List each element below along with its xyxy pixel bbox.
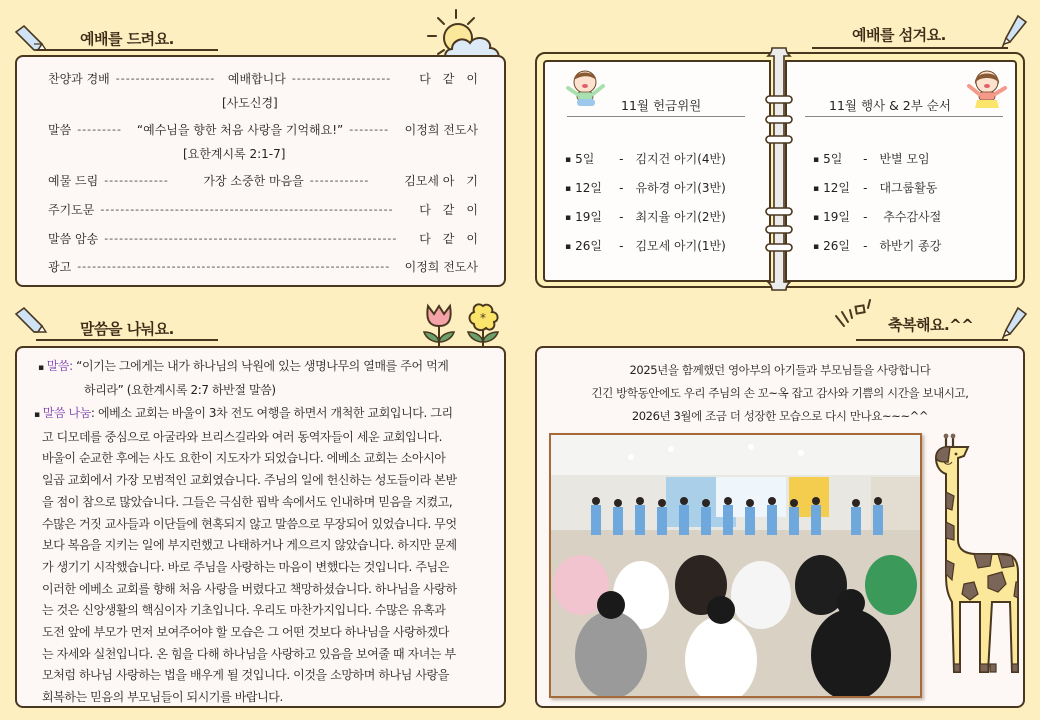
order-dashes: --------------------------------------------------------------- bbox=[77, 260, 391, 273]
order-dashes: ------------ bbox=[309, 174, 370, 187]
order-label: 광고 bbox=[48, 260, 72, 274]
blessing-line: 긴긴 방학동안에도 우리 주님의 손 꼬~옥 잡고 감사와 기쁨의 시간을 보내시고, bbox=[591, 386, 969, 400]
sparkle-lines-icon bbox=[832, 296, 882, 332]
order-row-sermon bbox=[48, 121, 478, 138]
offering-item: ▪ 12일 - 유하경 아기(3반) bbox=[565, 181, 726, 195]
order-dashes: ----------------------------------------------------------- bbox=[104, 232, 398, 245]
order-dashes: -------- bbox=[349, 123, 390, 136]
order-label: 예물 드림 bbox=[48, 174, 99, 188]
order-middle: 가장 소중한 마음을 bbox=[203, 174, 304, 188]
order-row-announcements bbox=[48, 258, 478, 275]
order-row-offering bbox=[48, 172, 478, 189]
notebook-page-left bbox=[543, 60, 771, 282]
order-label: 찬양과 경배 bbox=[48, 72, 110, 86]
photo-illustration bbox=[551, 435, 922, 698]
word-title-underline bbox=[36, 339, 218, 341]
offering-committee-heading: 11월 헌금위원 bbox=[621, 98, 702, 113]
heading-divider bbox=[805, 116, 1003, 117]
order-dashes: ----------------------------------------------------------- bbox=[100, 203, 394, 216]
pencil-icon bbox=[996, 306, 1030, 342]
notebook-page-right bbox=[785, 60, 1017, 282]
order-leader: 다 같 이 bbox=[419, 232, 478, 246]
order-leader: 김모세 아 기 bbox=[404, 174, 478, 188]
event-item: ▪ 12일 - 대그룹활동 bbox=[813, 181, 938, 195]
order-leader: 다 같 이 bbox=[419, 72, 478, 86]
svg-text:*: * bbox=[480, 311, 486, 325]
event-item: ▪ 19일 - 추수감사절 bbox=[813, 210, 942, 224]
pencil-icon bbox=[12, 24, 48, 52]
tulip-icon bbox=[420, 302, 458, 346]
worship-title-underline bbox=[36, 49, 218, 51]
order-label: 말씀 bbox=[48, 123, 72, 137]
verse-label: 말씀: bbox=[46, 359, 73, 373]
order-sub-scripture: [요한계시록 2:1-7] bbox=[183, 147, 286, 161]
order-leader: 이정희 전도사 bbox=[404, 123, 479, 137]
serving-title-underline bbox=[812, 47, 1008, 49]
order-leader: 다 같 이 bbox=[419, 203, 478, 217]
girl-illustration-icon bbox=[963, 68, 1011, 112]
word-section-title: 말씀을 나눠요. bbox=[80, 320, 174, 338]
serving-notebook bbox=[535, 52, 1025, 288]
group-photo bbox=[549, 433, 922, 698]
offering-item: ▪ 19일 - 최지율 아기(2반) bbox=[565, 210, 726, 224]
order-label: 주기도문 bbox=[48, 203, 95, 217]
blessing-section-title: 축복해요.^^ bbox=[888, 316, 974, 334]
pencil-icon bbox=[12, 306, 48, 334]
verse-text: “이기는 그에게는 내가 하나님의 낙원에 있는 생명나무의 열매를 주어 먹게 bbox=[76, 359, 449, 373]
order-label: 말씀 암송 bbox=[48, 232, 99, 246]
order-leader: 이정희 전도사 bbox=[404, 260, 478, 274]
order-dashes: -------------------- bbox=[291, 72, 392, 85]
verse-text-2: 하리라” (요한계시록 2:7 하반절 말씀) bbox=[84, 382, 276, 397]
worship-order-panel bbox=[15, 55, 506, 287]
pencil-icon bbox=[996, 14, 1030, 50]
blessing-title-underline bbox=[856, 339, 1008, 341]
verse-paragraph: ▪ 말씀: “이기는 그에게는 내가 하나님의 낙원에 있는 생명나무의 열매를 주어 먹게 하리라” (요한계시록 2:7 하반절 말씀) bbox=[38, 359, 449, 397]
order-row-recitation bbox=[48, 230, 478, 247]
order-row-lords-prayer bbox=[48, 201, 478, 218]
worship-section-title: 예배를 드려요. bbox=[80, 30, 174, 48]
blessing-line: 2025년을 함께했던 영아부의 아기들과 부모님들을 사랑합니다 bbox=[629, 363, 931, 377]
serving-section-title: 예배를 섬겨요. bbox=[852, 26, 946, 44]
order-row-praise bbox=[48, 70, 478, 87]
offering-item: ▪ 26일 - 김모세 아기(1반) bbox=[565, 239, 726, 253]
order-sub-creed: [사도신경] bbox=[222, 96, 278, 110]
order-dashes: --------- bbox=[77, 123, 122, 136]
order-middle: “예수님을 향한 처음 사랑을 기억해요!” bbox=[136, 123, 344, 137]
heading-divider bbox=[567, 116, 745, 117]
giraffe-illustration-icon bbox=[932, 432, 1028, 694]
order-dashes: -------------------- bbox=[115, 72, 216, 85]
sharing-label: 말씀 나눔 bbox=[42, 406, 91, 420]
events-heading: 11월 행사 & 2부 순서 bbox=[829, 98, 951, 113]
order-dashes: ------------- bbox=[104, 174, 169, 187]
event-item: ▪ 26일 - 하반기 종강 bbox=[813, 239, 942, 253]
blessing-line: 2026년 3월에 조금 더 성장한 모습으로 다시 만나요~~~^^ bbox=[631, 409, 929, 423]
offering-item: ▪ 5일 - 김지건 아기(4반) bbox=[565, 152, 726, 166]
order-middle: 예배합니다 bbox=[227, 72, 286, 86]
binder-rings-icon bbox=[762, 44, 796, 294]
yellow-flower-icon bbox=[464, 302, 502, 346]
sharing-paragraph: ▪ 말씀 나눔: 에베소 교회는 바울이 3차 전도 여행을 하면서 개척한 교회입니다. 그리 고 디모데를 중심으로 아굴라와 브리스길라와 여러 동역자들이 세운 교회입니다. 바울이 순교한 후에는 사도 요한이 지도자가 되었습니다. 에베소 교회는 소아시아 일곱 교회에서 가장 모범적인 교회였습니다. 주님의 일에 헌신하는 성도들이라 본받 을 점이 참으로 많았습니다. 그들은 극심한 핍박 속에서도 인내하며 믿음을 지켰고, 수많은 거짓 교사들과 이단들에 현혹되지 않고 말씀으로 무장되어 있었습니다. 무엇 보다 복음을 지키는 일에 부지런했고 나태하거나 게으르지 않았습니다. 하지만 문제 가 생기기 시작했습니다. 바로 주님을 사랑하는 마음이 변했다는 것입니다. 주님은 이러한 에베소 교회를 향해 처음 사랑을 버렸다고 책망하셨습니다. 하나님을 사랑하 는 것은 신앙생활의 핵심이자 기초입니다. 우리도 마찬가지입니다. 수많은 유혹과 도전 앞에 부모가 먼저 보여주어야 할 모습은 그 어떤 것보다 하나님을 사랑하겠다 는 자세와 실천입니다. 온 힘을 다해 하나님을 사랑하고 있음을 보여줄 때 자녀는 부 모처럼 하나님 사랑하는 법을 배우게 될 것입니다. 이것을 소망하며 하나님 사랑을 회복하는 믿음의 부모님들이 되시기를 바랍니다. bbox=[34, 406, 457, 705]
event-item: ▪ 5일 - 반별 모임 bbox=[813, 152, 930, 166]
boy-illustration-icon bbox=[565, 68, 609, 110]
